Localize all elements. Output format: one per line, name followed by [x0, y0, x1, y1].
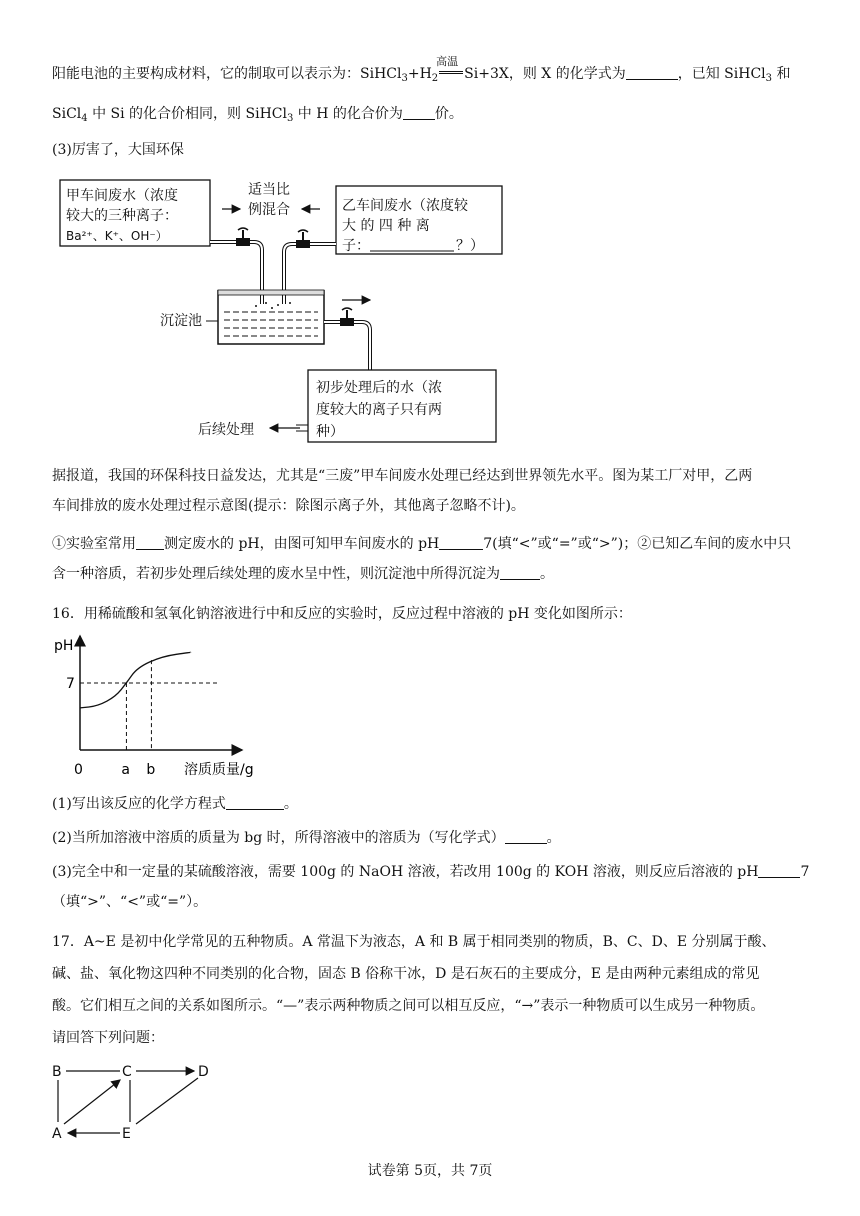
x-tick-0: 0 [74, 762, 83, 778]
para-line3: ①实验室常用 测定废水的 pH，由图可知甲车间废水的 pH 7(填“<”或“=”或“>”)；②已知乙车间的废水中只 [52, 536, 792, 552]
blank-ph-koh[interactable] [758, 863, 800, 878]
relation-diagram [50, 1058, 220, 1142]
box-yi-line3: 子： [342, 238, 370, 254]
tank-water-lines [224, 312, 318, 336]
blank-x-formula[interactable] [626, 65, 678, 80]
pool-label: 沉淀池 [160, 313, 202, 329]
q17-line2: 碱、盐、氧化物这四种不同类别的化合物，固态 B 俗称干冰，D 是石灰石的主要成分，E 是由两种元素组成的常见 [52, 966, 760, 982]
x-axis-label: 溶质质量/g [184, 762, 254, 778]
x-tick-b: b [146, 762, 156, 778]
node-a: A [52, 1126, 62, 1142]
reaction-condition: 高温 [438, 64, 464, 84]
box-yi-line3-end: ？） [456, 238, 484, 254]
valve-icon[interactable] [340, 308, 354, 326]
q16-part3-cont: （填“>”、“<”或“=”）。 [52, 894, 208, 910]
blank-ph-compare[interactable] [439, 535, 483, 550]
q17-line1: 17．A~E 是初中化学常见的五种物质。A 常温下为液态，A 和 B 属于相同类别的物质，B、C、D、E 分别属于酸、 [52, 934, 776, 950]
page-footer: 试卷第 5页，共 7页 [367, 1163, 493, 1179]
mix-label-2: 例混合 [248, 202, 290, 218]
mix-label-1: 适当比 [248, 182, 290, 198]
q16-stem: 16．用稀硫酸和氢氧化钠溶液进行中和反应的实验时，反应过程中溶液的 pH 变化如图所示： [52, 606, 632, 622]
box-water-line2: 度较大的离子只有两 [316, 402, 442, 418]
q17-line3: 酸。它们相互之间的关系如图所示。“—”表示两种物质之间可以相互反应，“→”表示一种物质可以生成另一种物质。 [52, 998, 765, 1014]
para-line2: 车间排放的废水处理过程示意图(提示：除图示离子外，其他离子忽略不计)。 [52, 498, 525, 514]
valve-icon[interactable] [296, 230, 310, 248]
follow-label: 后续处理 [198, 422, 254, 438]
q15-line2: SiCl$_4$ 中 Si 的化合价相同，则 SiHCl$_3$ 中 H 的化合价为 价。 [52, 106, 463, 124]
part3-title: (3)厉害了，大国环保 [52, 142, 184, 158]
ph-chart [52, 630, 282, 780]
box-yi-line1: 乙车间废水（浓度较 [342, 198, 468, 214]
blank-equation[interactable] [226, 795, 284, 810]
ph-curve [80, 652, 191, 708]
blank-solute[interactable] [505, 829, 547, 844]
edge-a-to-c [64, 1080, 120, 1124]
box-jia-line1: 甲车间废水（浓度 [66, 188, 178, 204]
q16-part3: (3)完全中和一定量的某硫酸溶液，需要 100g 的 NaOH 溶液，若改用 100g 的 KOH 溶液，则反应后溶液的 pH 7 [52, 864, 810, 880]
box-yi-line2: 大 的 四 种 离 [342, 218, 430, 234]
box-water-line1: 初步处理后的水（浓 [316, 380, 442, 396]
blank-precipitate[interactable] [500, 565, 540, 580]
node-c: C [122, 1064, 132, 1080]
q17-line4: 请回答下列问题： [52, 1030, 164, 1046]
blank-h-valence[interactable] [403, 105, 435, 120]
box-jia-line2: 较大的三种离子： [66, 208, 178, 224]
para-line1: 据报道，我国的环保科技日益发达，尤其是“三废”甲车间废水处理已经达到世界领先水平。图为某工厂对甲，乙两 [52, 468, 753, 484]
q16-part2: (2)当所加溶液中溶质的质量为 bg 时，所得溶液中的溶质为（写化学式） 。 [52, 830, 561, 846]
para-line4: 含一种溶质，若初步处理后续处理的废水呈中性，则沉淀池中所得沉淀为 。 [52, 566, 554, 582]
wastewater-diagram [52, 172, 512, 444]
y-tick-7: 7 [66, 676, 75, 693]
node-d: D [198, 1064, 209, 1080]
box-jia-line3: Ba²⁺、K⁺、OH⁻） [66, 229, 168, 243]
q16-part1: (1)写出该反应的化学方程式 。 [52, 796, 298, 812]
node-e: E [122, 1126, 131, 1142]
q15-line1: 阳能电池的主要构成材料，它的制取可以表示为：$SiHCl_3+H_2$ 高温 Si+3X，则 X 的化学式为 ，已知 SiHCl$_3$ 和 [52, 55, 791, 84]
x-tick-a: a [121, 762, 131, 778]
node-b: B [52, 1064, 62, 1080]
box-water-line3: 种） [316, 424, 344, 440]
valve-icon[interactable] [236, 228, 250, 246]
pipe-outlet [324, 322, 370, 370]
blank-ph-tool[interactable] [136, 535, 164, 550]
edge-e-d [136, 1078, 198, 1124]
y-axis-label: pH [54, 638, 74, 654]
